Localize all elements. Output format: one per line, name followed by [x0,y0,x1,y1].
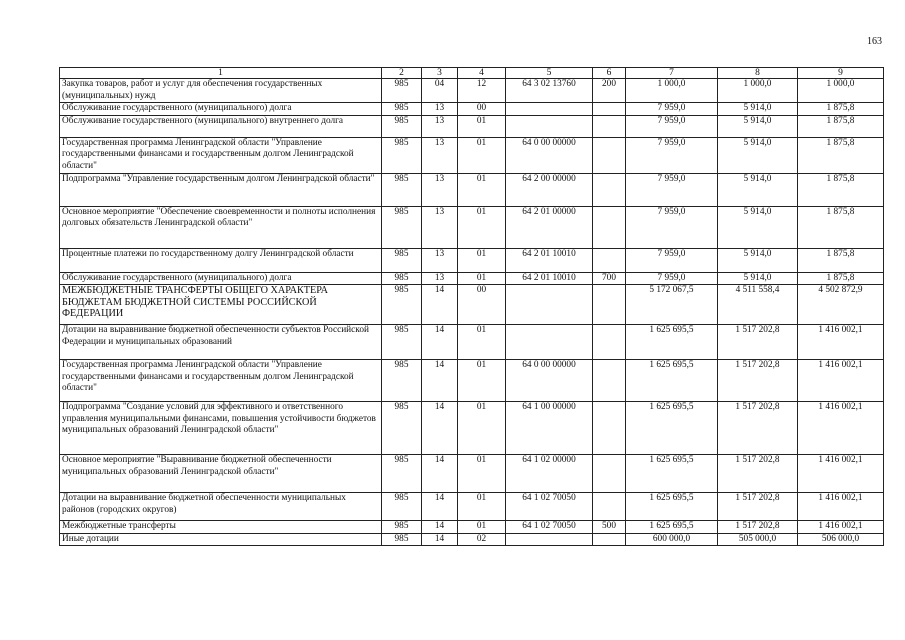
amount-col7-cell: 7 959,0 [626,103,718,116]
row-name-cell: Обслуживание государственного (муниципального) долга [60,272,382,285]
section-code-cell: 14 [422,455,458,493]
section-code-cell: 14 [422,285,458,325]
table-row [60,493,884,521]
subsection-code-cell: 01 [458,206,506,248]
row-name-cell: Закупка товаров, работ и услуг для обеспечения государственных (муниципальных) нужд [60,79,382,103]
target-article-cell [506,325,593,360]
expense-type-cell: 500 [593,521,626,534]
amount-col8-cell: 1 517 202,8 [718,493,798,521]
expense-type-cell [593,360,626,402]
subsection-code-cell: 02 [458,533,506,546]
expense-type-cell [593,402,626,455]
amount-col9-cell: 1 875,8 [798,206,884,248]
expense-type-cell [593,285,626,325]
expense-type-cell [593,455,626,493]
header-cell: 7 [626,68,718,79]
amount-col8-cell: 5 914,0 [718,248,798,272]
amount-col7-cell: 7 959,0 [626,248,718,272]
table-row [60,206,884,248]
amount-col9-cell: 1 416 002,1 [798,455,884,493]
row-name-cell: Обслуживание государственного (муниципального) внутреннего долга [60,115,382,137]
amount-col9-cell: 1 875,8 [798,248,884,272]
row-name-cell: Дотации на выравнивание бюджетной обеспеченности субъектов Российской Федерации и муниципальных образований [60,325,382,360]
target-article-cell: 64 3 02 13760 [506,79,593,103]
table-row [60,103,884,116]
row-name-cell: Подпрограмма "Управление государственным долгом Ленинградской области" [60,173,382,206]
amount-col7-cell: 7 959,0 [626,272,718,285]
row-name-cell: Процентные платежи по государственному долгу Ленинградской области [60,248,382,272]
target-article-cell: 64 1 02 70050 [506,493,593,521]
row-name-cell: Иные дотации [60,533,382,546]
amount-col9-cell: 1 416 002,1 [798,325,884,360]
section-code-cell: 14 [422,402,458,455]
amount-col8-cell: 5 914,0 [718,103,798,116]
header-cell: 1 [60,68,382,79]
amount-col9-cell: 1 416 002,1 [798,360,884,402]
row-name-cell: Межбюджетные трансферты [60,521,382,534]
grbs-code-cell: 985 [382,402,422,455]
subsection-code-cell: 01 [458,325,506,360]
header-cell: 4 [458,68,506,79]
expense-type-cell [593,103,626,116]
grbs-code-cell: 985 [382,455,422,493]
table-row [60,285,884,325]
expense-type-cell [593,137,626,173]
table-row [60,521,884,534]
page-number: 163 [867,36,882,47]
subsection-code-cell: 01 [458,455,506,493]
section-code-cell: 13 [422,206,458,248]
amount-col8-cell: 1 517 202,8 [718,402,798,455]
amount-col7-cell: 7 959,0 [626,173,718,206]
grbs-code-cell: 985 [382,493,422,521]
table-row [60,272,884,285]
amount-col9-cell: 1 875,8 [798,115,884,137]
table-row [60,137,884,173]
target-article-cell [506,115,593,137]
grbs-code-cell: 985 [382,137,422,173]
table-row [60,325,884,360]
amount-col7-cell: 1 000,0 [626,79,718,103]
table-row [60,173,884,206]
amount-col8-cell: 1 000,0 [718,79,798,103]
section-code-cell: 13 [422,103,458,116]
amount-col9-cell: 506 000,0 [798,533,884,546]
subsection-code-cell: 00 [458,103,506,116]
target-article-cell: 64 1 00 00000 [506,402,593,455]
expense-type-cell [593,533,626,546]
section-code-cell: 04 [422,79,458,103]
expense-type-cell [593,493,626,521]
subsection-code-cell: 01 [458,248,506,272]
table-row [60,533,884,546]
grbs-code-cell: 985 [382,285,422,325]
target-article-cell: 64 2 01 10010 [506,248,593,272]
amount-col8-cell: 1 517 202,8 [718,455,798,493]
amount-col7-cell: 7 959,0 [626,137,718,173]
grbs-code-cell: 985 [382,521,422,534]
amount-col8-cell: 5 914,0 [718,173,798,206]
amount-col7-cell: 1 625 695,5 [626,493,718,521]
row-name-cell: Основное мероприятие "Выравнивание бюджетной обеспеченности муниципальных образований Ленинградской области" [60,455,382,493]
header-cell: 3 [422,68,458,79]
subsection-code-cell: 01 [458,402,506,455]
row-name-cell: Обслуживание государственного (муниципального) долга [60,103,382,116]
subsection-code-cell: 01 [458,272,506,285]
amount-col7-cell: 1 625 695,5 [626,325,718,360]
grbs-code-cell: 985 [382,248,422,272]
target-article-cell [506,533,593,546]
grbs-code-cell: 985 [382,206,422,248]
amount-col9-cell: 1 416 002,1 [798,493,884,521]
table-row [60,248,884,272]
amount-col9-cell: 1 000,0 [798,79,884,103]
target-article-cell: 64 0 00 00000 [506,137,593,173]
amount-col7-cell: 1 625 695,5 [626,402,718,455]
amount-col9-cell: 1 875,8 [798,103,884,116]
table-row [60,360,884,402]
amount-col8-cell: 5 914,0 [718,206,798,248]
table-row [60,115,884,137]
grbs-code-cell: 985 [382,79,422,103]
subsection-code-cell: 00 [458,285,506,325]
amount-col8-cell: 5 914,0 [718,137,798,173]
row-name-cell: Дотации на выравнивание бюджетной обеспеченности муниципальных районов (городских округов) [60,493,382,521]
section-code-cell: 13 [422,248,458,272]
amount-col7-cell: 7 959,0 [626,115,718,137]
amount-col7-cell: 5 172 067,5 [626,285,718,325]
subsection-code-cell: 01 [458,115,506,137]
amount-col8-cell: 4 511 558,4 [718,285,798,325]
section-code-cell: 14 [422,533,458,546]
table-row [60,455,884,493]
amount-col7-cell: 1 625 695,5 [626,455,718,493]
subsection-code-cell: 01 [458,493,506,521]
amount-col9-cell: 1 875,8 [798,173,884,206]
expense-type-cell [593,115,626,137]
subsection-code-cell: 01 [458,137,506,173]
grbs-code-cell: 985 [382,115,422,137]
grbs-code-cell: 985 [382,173,422,206]
table-row [60,79,884,103]
section-code-cell: 14 [422,493,458,521]
row-name-cell: Основное мероприятие "Обеспечение своевременности и полноты исполнения долговых обязательств Ленинградской области" [60,206,382,248]
target-article-cell [506,285,593,325]
section-code-cell: 13 [422,272,458,285]
grbs-code-cell: 985 [382,325,422,360]
expense-type-cell [593,248,626,272]
amount-col7-cell: 600 000,0 [626,533,718,546]
row-name-cell: Подпрограмма "Создание условий для эффективного и ответственного управления муниципальными финансами, повышения устойчивости бюджетов муниципальных образований Ленинградской области" [60,402,382,455]
section-code-cell: 14 [422,521,458,534]
target-article-cell: 64 2 01 00000 [506,206,593,248]
target-article-cell [506,103,593,116]
amount-col8-cell: 5 914,0 [718,115,798,137]
expense-type-cell [593,173,626,206]
amount-col9-cell: 1 875,8 [798,137,884,173]
target-article-cell: 64 2 00 00000 [506,173,593,206]
header-cell: 2 [382,68,422,79]
grbs-code-cell: 985 [382,103,422,116]
header-cell: 9 [798,68,884,79]
section-code-cell: 13 [422,137,458,173]
grbs-code-cell: 985 [382,533,422,546]
section-code-cell: 14 [422,325,458,360]
amount-col9-cell: 1 416 002,1 [798,402,884,455]
expense-type-cell [593,206,626,248]
section-code-cell: 13 [422,115,458,137]
target-article-cell: 64 1 02 00000 [506,455,593,493]
subsection-code-cell: 01 [458,173,506,206]
header-cell: 5 [506,68,593,79]
amount-col8-cell: 1 517 202,8 [718,325,798,360]
amount-col9-cell: 1 875,8 [798,272,884,285]
row-name-cell: Государственная программа Ленинградской области "Управление государственными финансами и государственным долгом Ленинградской области" [60,360,382,402]
grbs-code-cell: 985 [382,272,422,285]
expense-type-cell: 700 [593,272,626,285]
amount-col8-cell: 1 517 202,8 [718,360,798,402]
target-article-cell: 64 1 02 70050 [506,521,593,534]
target-article-cell: 64 0 00 00000 [506,360,593,402]
amount-col7-cell: 1 625 695,5 [626,360,718,402]
row-name-cell: МЕЖБЮДЖЕТНЫЕ ТРАНСФЕРТЫ ОБЩЕГО ХАРАКТЕРА БЮДЖЕТАМ БЮДЖЕТНОЙ СИСТЕМЫ РОССИЙСКОЙ ФЕДЕРАЦИИ [60,285,382,325]
grbs-code-cell: 985 [382,360,422,402]
table-row [60,402,884,455]
amount-col8-cell: 505 000,0 [718,533,798,546]
amount-col8-cell: 1 517 202,8 [718,521,798,534]
header-cell: 6 [593,68,626,79]
subsection-code-cell: 01 [458,521,506,534]
budget-table [59,67,884,546]
subsection-code-cell: 12 [458,79,506,103]
row-name-cell: Государственная программа Ленинградской области "Управление государственными финансами и государственным долгом Ленинградской области" [60,137,382,173]
section-code-cell: 14 [422,360,458,402]
target-article-cell: 64 2 01 10010 [506,272,593,285]
amount-col9-cell: 1 416 002,1 [798,521,884,534]
expense-type-cell: 200 [593,79,626,103]
amount-col9-cell: 4 502 872,9 [798,285,884,325]
amount-col7-cell: 7 959,0 [626,206,718,248]
header-cell: 8 [718,68,798,79]
amount-col7-cell: 1 625 695,5 [626,521,718,534]
section-code-cell: 13 [422,173,458,206]
amount-col8-cell: 5 914,0 [718,272,798,285]
expense-type-cell [593,325,626,360]
subsection-code-cell: 01 [458,360,506,402]
table-header-row [60,68,884,79]
